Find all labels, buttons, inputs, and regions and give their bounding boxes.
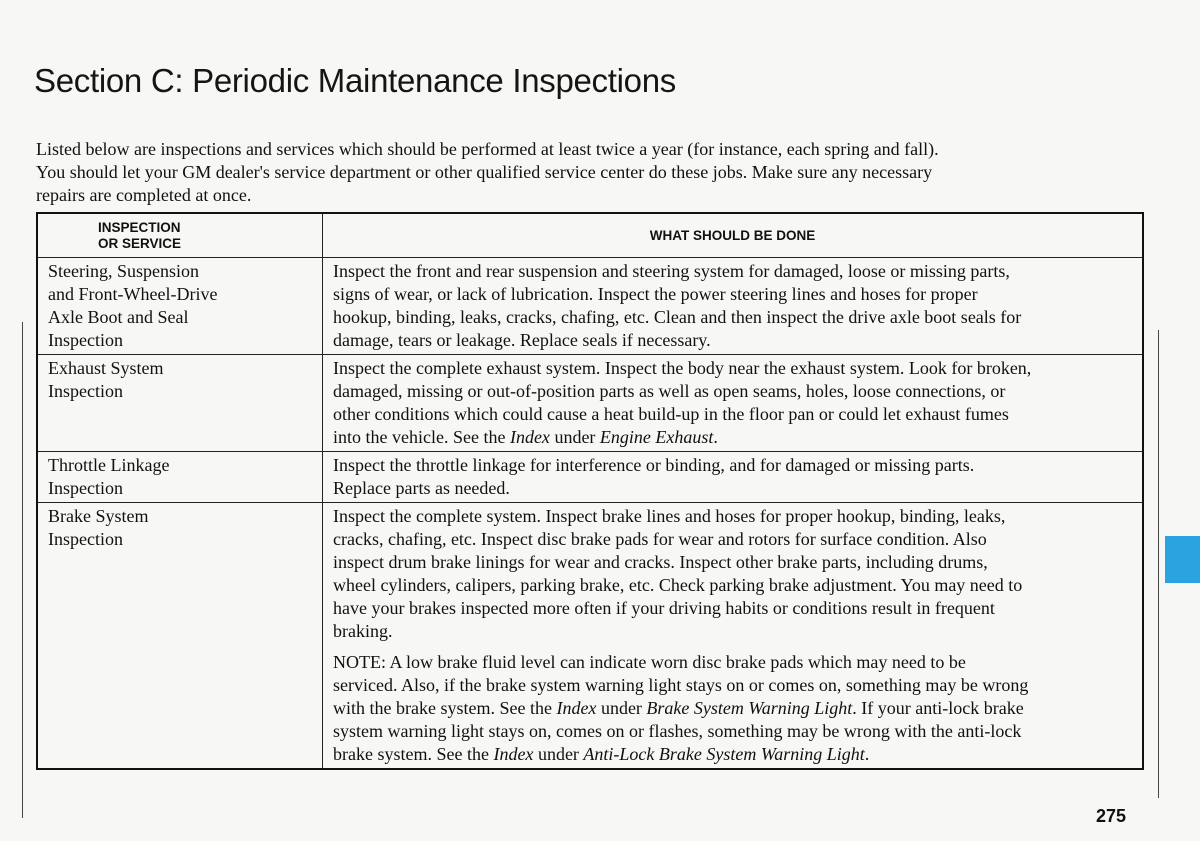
page-number: 275: [1096, 806, 1127, 826]
description-cell: Inspect the throttle linkage for interference or binding, and for damaged or missing parts. Replace parts as needed.: [323, 452, 1144, 503]
index-reference: brake system. See the Index under Anti-Lock Brake System Warning Light.: [333, 744, 870, 764]
table-row: [37, 258, 1143, 355]
service-cell: Exhaust System Inspection: [37, 355, 323, 452]
intro-paragraph: [36, 138, 1146, 207]
header-inspection-or-service: INSPECTION OR SERVICE: [37, 213, 323, 258]
table-header-row: [37, 213, 1143, 258]
header-what-should-be-done: WHAT SHOULD BE DONE: [323, 213, 1144, 258]
service-cell: Brake System Inspection: [37, 503, 323, 770]
intro-line: You should let your GM dealer's service department or other qualified service center do these jobs. Make sure any necessary: [36, 162, 933, 182]
margin-rule-left: [22, 322, 23, 818]
table-row: [37, 503, 1143, 770]
intro-line: repairs are completed at once.: [36, 185, 252, 205]
brake-note: NOTE: A low brake fluid level can indicate worn disc brake pads which may need to be serviced. Also, if the brake system warning light stays on or comes on, something may be wrong with the brake system. See the Index under Brake System Warning Light. If your anti-lock brake system warning light stays on, comes on or flashes, something may be wrong with the anti-lock brake system. See the Index under Anti-Lock Brake System Warning Light.: [333, 651, 1132, 766]
table-row: [37, 355, 1143, 452]
page-title: Section C: Periodic Maintenance Inspections: [34, 62, 676, 99]
description-cell: Inspect the complete exhaust system. Inspect the body near the exhaust system. Look for broken, damaged, missing or out-of-position parts as well as open seams, holes, loose connections, or other conditions which could cause a heat build-up in the floor pan or could let exhaust fumes into the vehicle. See the Index under Engine Exhaust.: [323, 355, 1144, 452]
intro-line: Listed below are inspections and services which should be performed at least twice a year (for instance, each spring and fall).: [36, 139, 939, 159]
index-reference: with the brake system. See the Index under Brake System Warning Light. If your anti-lock brake: [333, 698, 1024, 718]
description-cell: Inspect the complete system. Inspect brake lines and hoses for proper hookup, binding, leaks, cracks, chafing, etc. Inspect disc brake pads for wear and rotors for surface condition. Also inspect drum brake linings for wear and cracks. Inspect other brake parts, including drums, wheel cylinders, calipers, parking brake, etc. Check parking brake adjustment. You may need to have your brakes inspected more often if your driving habits or conditions result in frequent braking. NOTE: A low brake fluid level can indicate worn disc brake pads which may need to be serviced. Also, if the brake system warning light stays on or comes on, something may be wrong with the brake system. See the Index under Brake System Warning Light. If your anti-lock brake system warning light stays on, comes on or flashes, something may be wrong with the anti-lock brake system. See the Index under Anti-Lock Brake System Warning Light.: [323, 503, 1144, 770]
section-tab-marker: [1165, 536, 1200, 583]
page-continuation-dots: [1151, 813, 1195, 819]
service-cell: Steering, Suspension and Front-Wheel-Drive Axle Boot and Seal Inspection: [37, 258, 323, 355]
index-reference: into the vehicle. See the Index under Engine Exhaust.: [333, 427, 718, 447]
table-row: [37, 452, 1143, 503]
description-cell: Inspect the front and rear suspension and steering system for damaged, loose or missing parts, signs of wear, or lack of lubrication. Inspect the power steering lines and hoses for proper hookup, binding, leaks, cracks, chafing, etc. Clean and then inspect the drive axle boot seals for damage, tears or leakage. Replace seals if necessary.: [323, 258, 1144, 355]
margin-rule-right: [1158, 330, 1159, 798]
service-cell: Throttle Linkage Inspection: [37, 452, 323, 503]
maintenance-table: [36, 212, 1144, 770]
